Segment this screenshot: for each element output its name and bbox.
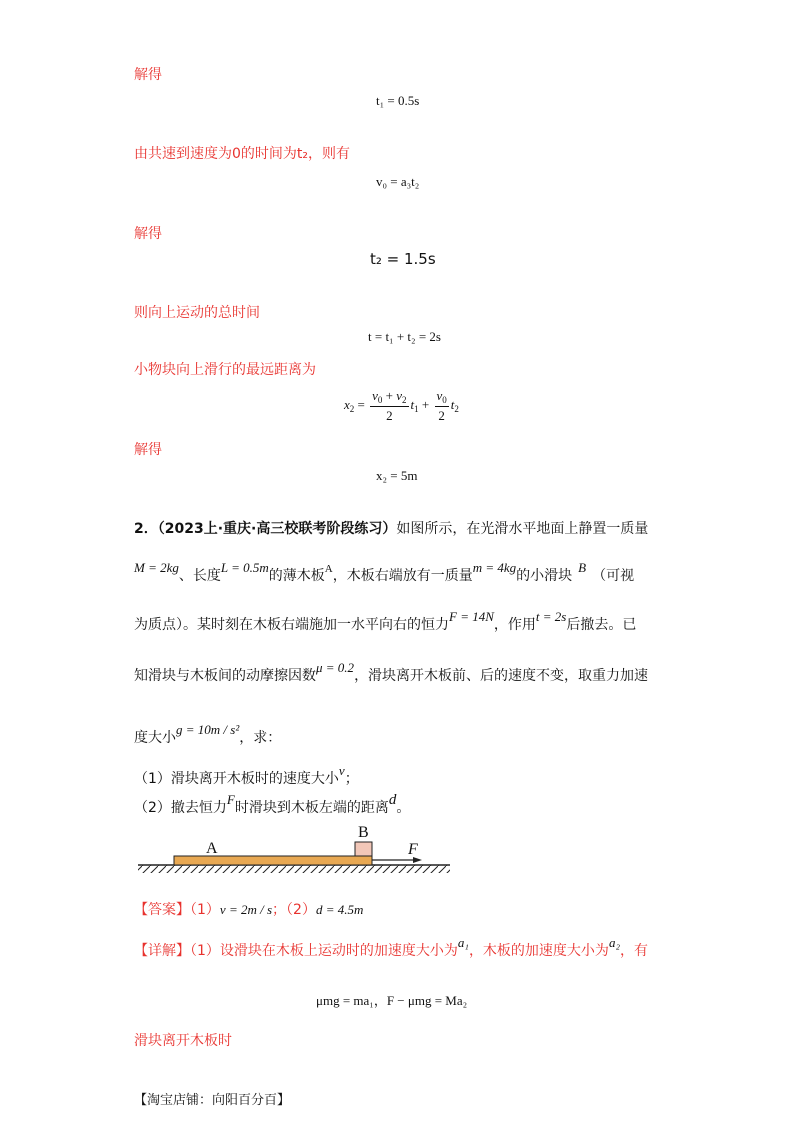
equation-v0: v₀ = a₃t₂ — [376, 174, 420, 189]
board-A — [174, 856, 372, 865]
expr-F-symbol: F — [226, 792, 235, 807]
expr-time: t = 2s — [535, 609, 567, 624]
problem-text-1: 如图所示，在光滑水平地面上静置一质量 — [396, 521, 649, 537]
answer-part-1: （1） — [190, 902, 220, 918]
problem-line-2 — [134, 560, 635, 585]
equation-t: t = t₁ + t₂ = 2s — [368, 329, 441, 344]
expr-d-symbol: d — [388, 792, 397, 808]
question-2-end: 。 — [396, 800, 411, 816]
equation-t1: t₁ = 0.5s — [376, 93, 420, 108]
answer-d: d = 4.5m — [315, 902, 364, 917]
detail-text-a: （1）设滑块在木板上运动时的加速度大小为 — [190, 943, 458, 959]
solve-label-3: 解得 — [134, 442, 162, 458]
expr-v-symbol: v — [338, 763, 345, 778]
problem-text-3b: ，作用 — [493, 617, 536, 633]
problem-text-3c: 后撤去。已 — [566, 617, 637, 633]
expr-a2: a₂ — [608, 935, 620, 950]
expr-length: L = 0.5m — [220, 560, 269, 575]
text-max-distance: 小物块向上滑行的最远距离为 — [134, 362, 316, 378]
ground-hatch — [138, 865, 450, 873]
text-common-speed: 由共速到速度为0的时间为t₂，则有 — [134, 146, 351, 162]
answer-part-2: （2） — [286, 902, 316, 918]
problem-text-2c: ，木板右端放有一质量 — [332, 568, 473, 584]
solve-label-1: 解得 — [134, 67, 162, 83]
expr-a1: a₁ — [457, 935, 469, 950]
answer-v: v = 2m / s — [219, 902, 273, 917]
problem-line-4 — [134, 660, 649, 685]
question-1-end: ； — [344, 771, 359, 787]
expr-mass-block: m = 4kg — [472, 560, 517, 575]
detail-tag: 【详解】 — [134, 943, 190, 959]
expr-gravity: g = 10m / s² — [176, 722, 240, 737]
problem-source: （2023上·重庆·高三校联考阶段练习） — [157, 521, 397, 537]
expr-block-B: B — [578, 560, 587, 575]
expr-force: F = 14N — [449, 609, 494, 624]
equation-accelerations: μmg = ma₁，F − μmg = Ma₂ — [316, 993, 468, 1008]
question-2 — [134, 792, 411, 817]
problem-line-3 — [134, 609, 637, 634]
problem-text-2d: 的小滑块 — [516, 568, 573, 584]
detail-text-c: ，有 — [619, 943, 648, 959]
label-F: F — [408, 841, 418, 858]
expr-mu: μ = 0.2 — [316, 660, 355, 675]
problem-line-1 — [134, 518, 648, 538]
answer-separator: ； — [272, 902, 287, 918]
text-total-time: 则向上运动的总时间 — [134, 305, 260, 321]
problem-text-5b: ，求： — [239, 730, 282, 746]
equation-x2: x₂ = 5m — [376, 468, 418, 483]
question-1-text: （1）滑块离开木板时的速度大小 — [134, 771, 339, 787]
problem-text-3a: 为质点）。某时刻在木板右端施加一水平向右的恒力 — [134, 617, 449, 633]
text-leave-board: 滑块离开木板时 — [134, 1033, 232, 1049]
board-block-figure — [134, 818, 454, 874]
problem-text-2e: （可视 — [592, 568, 635, 584]
problem-text-4b: ，滑块离开木板前、后的速度不变，取重力加速 — [354, 668, 649, 684]
detail-line — [134, 935, 648, 960]
problem-line-5 — [134, 722, 282, 747]
equation-t2: t₂ = 1.5s — [370, 250, 436, 268]
block-B — [355, 842, 372, 856]
problem-text-4a: 知滑块与木板间的动摩擦因数 — [134, 668, 316, 684]
question-2-text-b: 时滑块到木板左端的距离 — [234, 800, 389, 816]
problem-text-2a: 、长度 — [178, 568, 221, 584]
equation-x2-formula: $x_2$ = $\frac{v_0 + v_2}{2}$ $t_1$ + $\frac{v_0}{2}$ $t_2$ — [344, 388, 459, 423]
question-2-text: （2）撤去恒力 — [134, 800, 227, 816]
answer-line — [134, 899, 363, 919]
solve-label-2: 解得 — [134, 226, 162, 242]
expr-board-A: A — [324, 563, 333, 575]
label-B: B — [358, 824, 369, 841]
question-1 — [134, 763, 359, 788]
answer-tag: 【答案】 — [134, 902, 190, 918]
label-A: A — [206, 840, 218, 857]
footer-shop: 【淘宝店铺：向阳百分百】 — [134, 1093, 291, 1108]
problem-number: 2． — [134, 521, 158, 537]
detail-text-b: ，木板的加速度大小为 — [468, 943, 609, 959]
expr-mass-board: M = 2kg — [134, 560, 179, 575]
problem-text-5a: 度大小 — [134, 730, 176, 746]
problem-text-2b: 的薄木板 — [268, 568, 325, 584]
